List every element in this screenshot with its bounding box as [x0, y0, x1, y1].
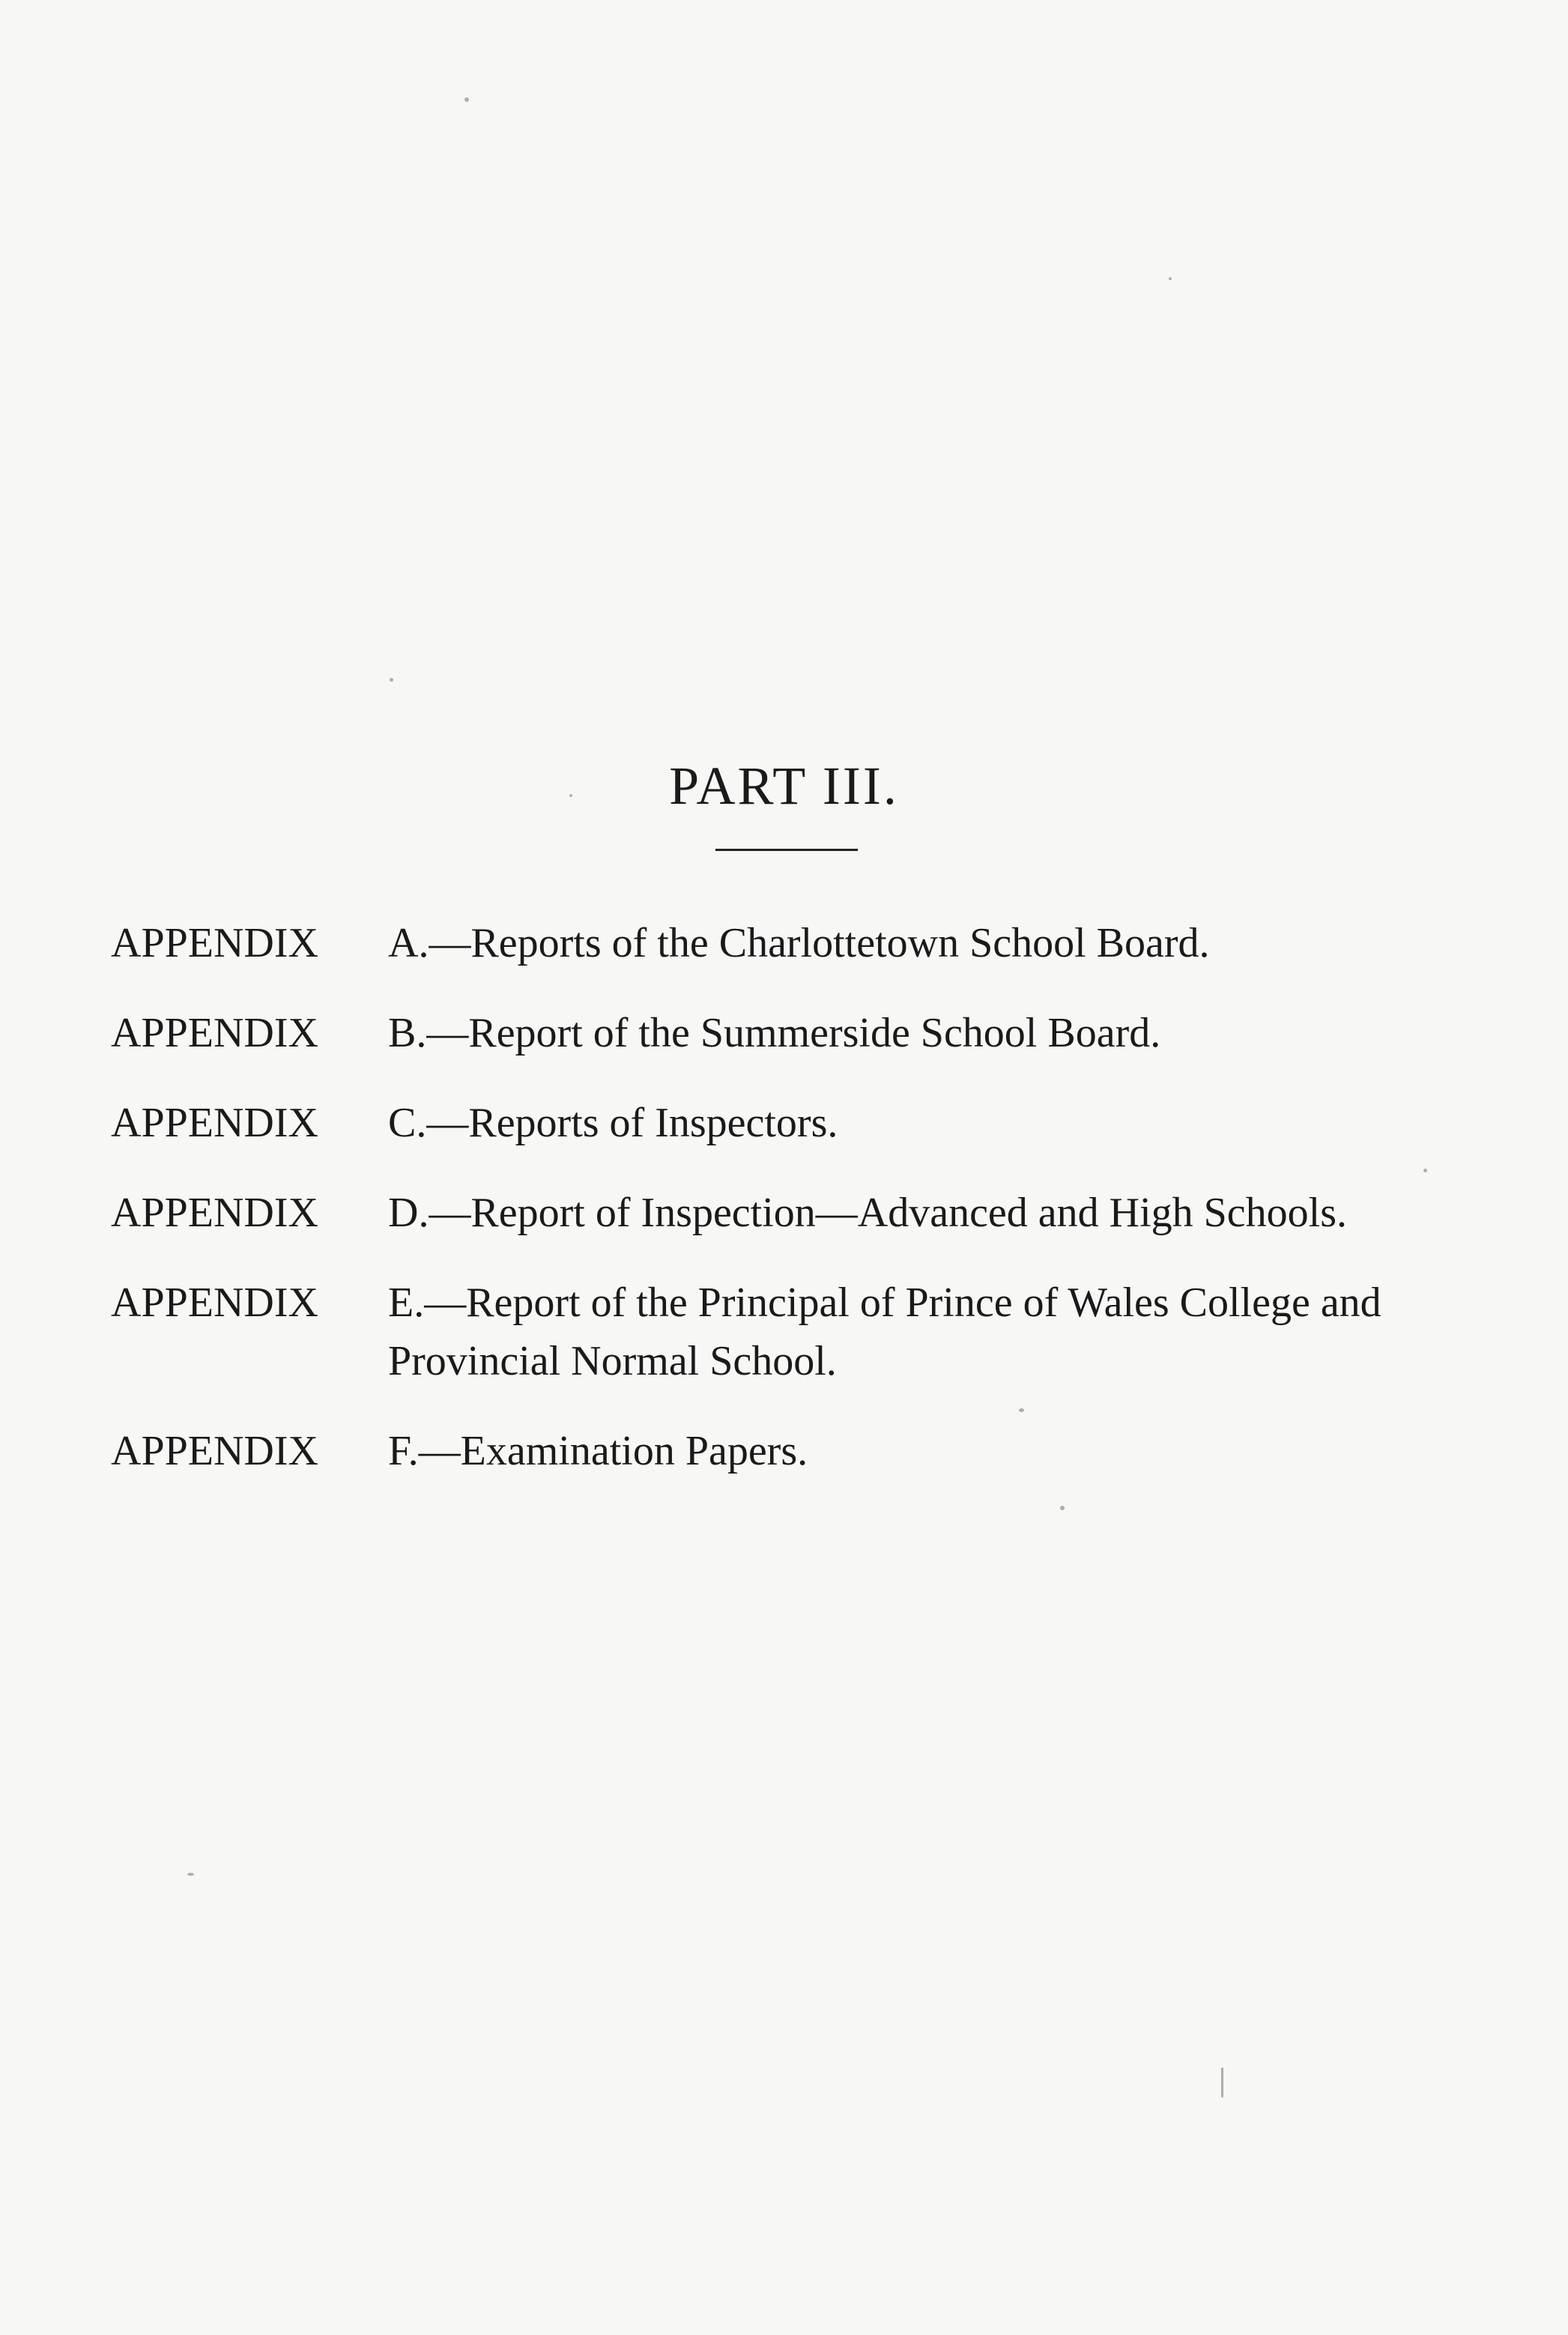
appendix-label: APPENDIX [111, 1190, 318, 1236]
appendix-label: APPENDIX [111, 1010, 318, 1056]
appendix-description: C.—Reports of Inspectors. [388, 1100, 838, 1146]
title-divider [715, 849, 858, 851]
paper-speck [464, 97, 469, 102]
paper-speck [1060, 1506, 1065, 1510]
appendix-description: B.—Report of the Summerside School Board. [388, 1010, 1161, 1056]
appendix-entry-f [111, 1422, 1474, 1480]
appendix-entry-d [111, 1184, 1474, 1242]
part-title: PART III. [669, 756, 899, 817]
appendix-list [111, 914, 1474, 1512]
appendix-entry-a [111, 914, 1474, 972]
appendix-description: D.—Report of Inspection—Advanced and High Schools. [388, 1190, 1347, 1236]
paper-speck [1423, 1169, 1427, 1172]
appendix-entry-e [111, 1274, 1474, 1390]
appendix-label: APPENDIX [111, 1428, 318, 1474]
paper-speck [569, 794, 572, 797]
appendix-entry-c [111, 1094, 1474, 1152]
appendix-label: APPENDIX [111, 1100, 318, 1146]
paper-speck [390, 678, 393, 682]
paper-speck [187, 1873, 194, 1876]
appendix-description: F.—Examination Papers. [388, 1428, 808, 1474]
appendix-description: E.—Report of the Principal of Prince of Wales College and Provincial Normal School. [388, 1279, 1381, 1384]
appendix-label: APPENDIX [111, 920, 318, 966]
paper-speck [1169, 277, 1172, 280]
appendix-description: A.—Reports of the Charlottetown School Board. [388, 920, 1210, 966]
appendix-entry-b [111, 1004, 1474, 1062]
paper-speck [1221, 2068, 1223, 2098]
appendix-label: APPENDIX [111, 1279, 318, 1326]
paper-speck [1019, 1408, 1024, 1412]
